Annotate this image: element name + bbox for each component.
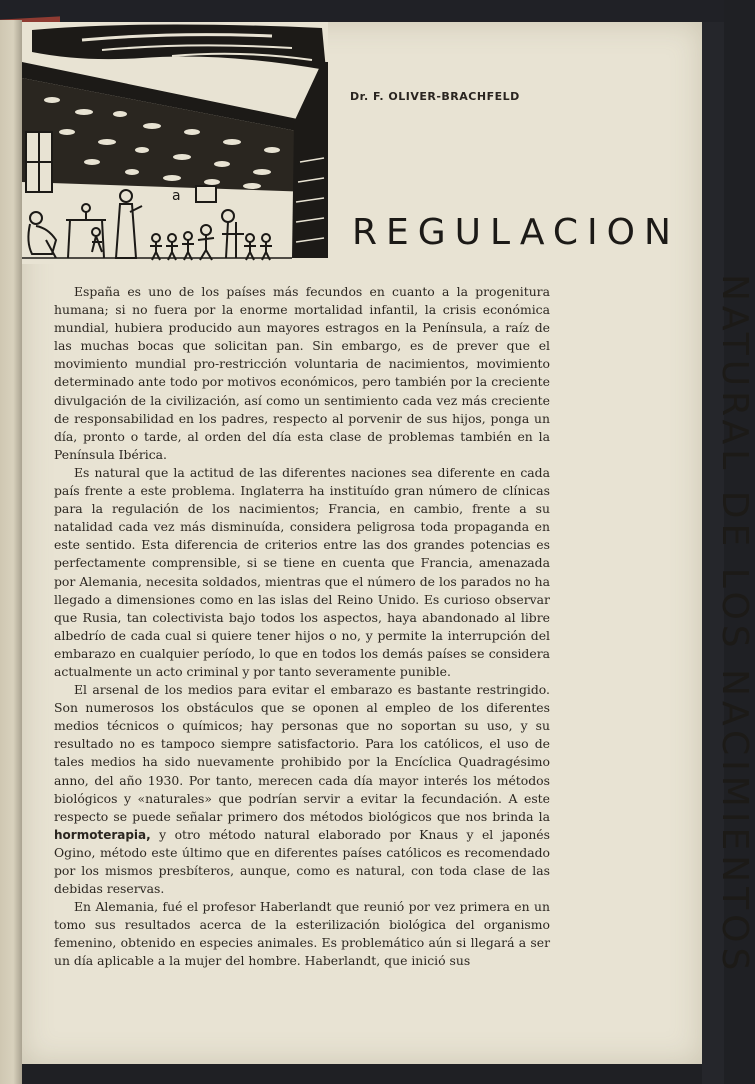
paragraph-4: En Alemania, fué el profesor Haberlandt que reunió por vez primera en un tomo sus resultados acerca de la esterilización biológica del organismo femenino, obtenido en especies animales. Es problemático aún si llegará a ser un día aplicable a la mujer del hombre. Haberlandt, que inició sus	[54, 899, 550, 969]
woodcut-illustration	[22, 22, 328, 264]
article-subtitle-vertical: NATURAL DE LOS NACIMIENTOS	[714, 274, 755, 976]
hormoterapia-emphasis: hormoterapia,	[54, 827, 151, 842]
paragraph-2: Es natural que la actitud de las diferentes naciones sea diferente en cada país frente a este problema. Inglaterra ha instituído gran número de clínicas para la regulación de los nacimientos; Francia, en cambio, frente a su natalidad cada vez más disminuída, considera peligrosa toda propaganda en este sentido. Esta diferencia de criterios entre las dos grandes potencias es perfectamente comprensible, si se tiene en cuenta que Francia, amenazada por Alemania, necesita soldados, mientras que el número de los parados no ha llegado a dimensiones como en las islas del Reino Unido. Es curioso observar que Rusia, tan colectivista bajo todos los aspectos, haya abandonado al libre albedrío de cada cual si quiere tener hijos o no, y permite la interrupción del embarazo en cualquier período, lo que en todos los demás países se considera actualmente un acto criminal y por tanto severamente punible.	[54, 464, 550, 679]
paragraph-3-text-before: El arsenal de los medios para evitar el embarazo es bastante restringido. Son numerosos los obstáculos que se oponen al empleo de los diferentes medios técnicos o químicos; hay personas que no soportan su uso, y su resultado no es tampoco siempre satisfactorio. Para los católicos, el uso de tales medios ha sido nuevamente prohibido por la Encíclica Quadragésimo anno, del año 1930. Por tanto, merecen cada día mayor interés los métodos biológicos y «naturales» que podrían servir a evitar la fecundación. A este respecto se puede señalar primero dos métodos biológicos que nos brinda la	[54, 682, 550, 824]
author-byline: Dr. F. OLIVER-BRACHFELD	[350, 90, 520, 103]
svg-text:a: a	[172, 188, 181, 204]
paragraph-3	[54, 681, 550, 898]
article-body	[54, 283, 550, 971]
magazine-page	[22, 22, 755, 1064]
paragraph-3-text-after: y otro método natural elaborado por Knaus y el japonés Ogino, método este último que en diferentes países católicos es recomendado por los mismos presbíteros, aunque, como es natural, con toda clase de las debidas reservas.	[54, 826, 550, 897]
article-title: REGULACION	[352, 212, 680, 253]
paragraph-1: España es uno de los países más fecundos en cuanto a la progenitura humana; si no fuera por la enorme mortalidad infantil, la crisis económica mundial, hubiera producido aun mayores estragos en la Península, a raíz de las muchas bocas que solicitan pan. Sin embargo, es de prever que el movimiento mundial pro-restricción voluntaria de nacimientos, movimiento determinado ante todo por motivos económicos, pero también por la creciente divulgación de la civilización, así como un sentimiento cada vez más creciente de responsabilidad en los padres, respecto al porvenir de sus hijos, ponga un día, pronto o tarde, al orden del día esta clase de problemas también en la Península Ibérica.	[54, 284, 550, 462]
book-binding-left	[0, 20, 22, 1084]
